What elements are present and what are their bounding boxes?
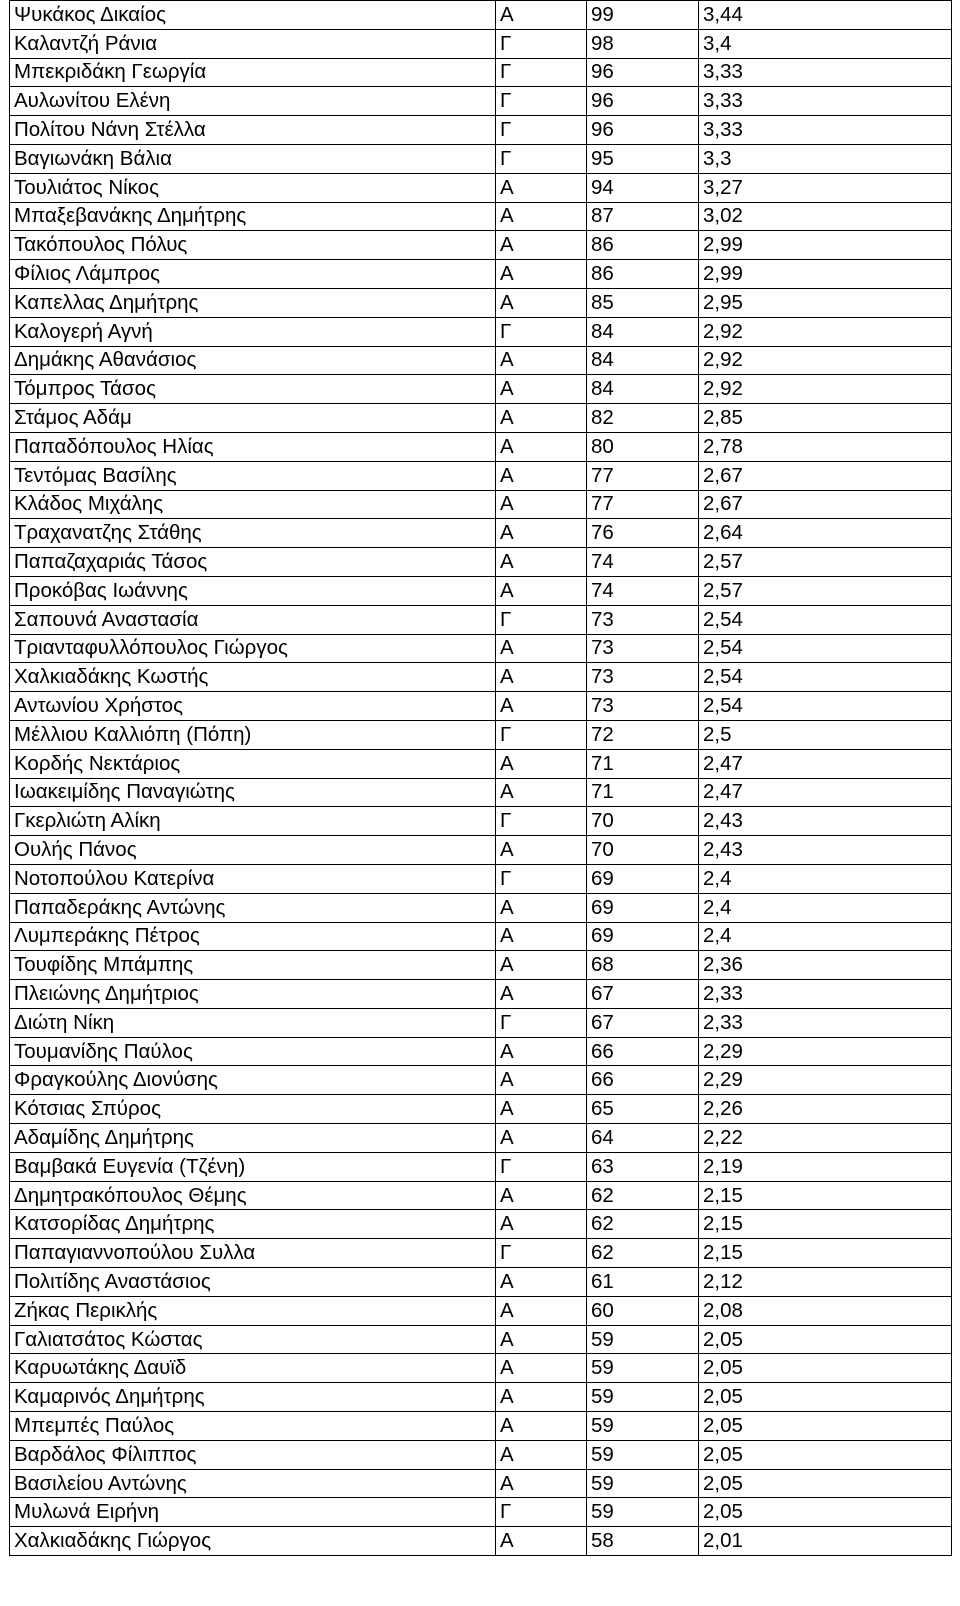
student-name-cell: Καλαντζή Ράνια: [10, 29, 496, 58]
class-cell: Α: [496, 288, 587, 317]
student-name-cell: Ουλής Πάνος: [10, 836, 496, 865]
table-row: [10, 749, 952, 778]
grade-cell: 2,64: [699, 519, 952, 548]
class-cell: Α: [496, 1325, 587, 1354]
grade-cell: 3,33: [699, 58, 952, 87]
grade-cell: 2,92: [699, 375, 952, 404]
class-cell: Α: [496, 634, 587, 663]
class-cell: Α: [496, 1181, 587, 1210]
table-row: [10, 346, 952, 375]
score-cell: 62: [587, 1210, 699, 1239]
table-row: [10, 634, 952, 663]
grade-cell: 2,54: [699, 605, 952, 634]
class-cell: Α: [496, 1066, 587, 1095]
student-name-cell: Κλάδος Μιχάλης: [10, 490, 496, 519]
student-name-cell: Δημητρακόπουλος Θέμης: [10, 1181, 496, 1210]
score-cell: 73: [587, 692, 699, 721]
grade-cell: 2,22: [699, 1124, 952, 1153]
grade-cell: 2,33: [699, 1008, 952, 1037]
grade-cell: 3,4: [699, 29, 952, 58]
score-cell: 62: [587, 1239, 699, 1268]
score-cell: 94: [587, 173, 699, 202]
class-cell: Α: [496, 1095, 587, 1124]
grade-cell: 3,3: [699, 144, 952, 173]
student-name-cell: Χαλκιαδάκης Κωστής: [10, 663, 496, 692]
grade-cell: 2,05: [699, 1354, 952, 1383]
grade-cell: 3,44: [699, 1, 952, 30]
table-row: [10, 980, 952, 1009]
table-row: [10, 663, 952, 692]
table-row: [10, 720, 952, 749]
student-name-cell: Ζήκας Περικλής: [10, 1296, 496, 1325]
grade-cell: 2,4: [699, 922, 952, 951]
class-cell: Α: [496, 1469, 587, 1498]
student-name-cell: Παπαδόπουλος Ηλίας: [10, 432, 496, 461]
score-cell: 77: [587, 490, 699, 519]
student-name-cell: Γκερλιώτη Αλίκη: [10, 807, 496, 836]
table-row: [10, 605, 952, 634]
score-cell: 85: [587, 288, 699, 317]
table-row: [10, 1095, 952, 1124]
score-cell: 69: [587, 922, 699, 951]
class-cell: Α: [496, 1, 587, 30]
score-cell: 82: [587, 404, 699, 433]
score-cell: 62: [587, 1181, 699, 1210]
table-row: [10, 922, 952, 951]
table-row: [10, 317, 952, 346]
table-row: [10, 404, 952, 433]
class-cell: Γ: [496, 605, 587, 634]
score-cell: 67: [587, 1008, 699, 1037]
grade-cell: 3,02: [699, 202, 952, 231]
grade-cell: 3,27: [699, 173, 952, 202]
grade-cell: 2,67: [699, 490, 952, 519]
student-name-cell: Μπεκριδάκη Γεωργία: [10, 58, 496, 87]
table-row: [10, 1, 952, 30]
student-name-cell: Τουφίδης Μπάμπης: [10, 951, 496, 980]
table-row: [10, 375, 952, 404]
student-name-cell: Αδαμίδης Δημήτρης: [10, 1124, 496, 1153]
score-cell: 74: [587, 576, 699, 605]
grade-cell: 2,43: [699, 836, 952, 865]
score-cell: 63: [587, 1152, 699, 1181]
score-cell: 59: [587, 1383, 699, 1412]
table-row: [10, 1268, 952, 1297]
class-cell: Α: [496, 173, 587, 202]
grade-cell: 2,29: [699, 1037, 952, 1066]
score-cell: 99: [587, 1, 699, 30]
grade-cell: 2,5: [699, 720, 952, 749]
student-name-cell: Μπαξεβανάκης Δημήτρης: [10, 202, 496, 231]
grade-cell: 2,29: [699, 1066, 952, 1095]
table-row: [10, 144, 952, 173]
student-name-cell: Τουμανίδης Παύλος: [10, 1037, 496, 1066]
table-row: [10, 692, 952, 721]
student-name-cell: Φίλιος Λάμπρος: [10, 260, 496, 289]
grade-cell: 2,15: [699, 1181, 952, 1210]
grade-cell: 2,57: [699, 548, 952, 577]
table-row: [10, 29, 952, 58]
table-row: [10, 1066, 952, 1095]
score-cell: 84: [587, 317, 699, 346]
score-cell: 65: [587, 1095, 699, 1124]
table-row: [10, 1325, 952, 1354]
table-row: [10, 490, 952, 519]
results-table: [9, 0, 952, 1556]
grade-cell: 2,05: [699, 1440, 952, 1469]
class-cell: Α: [496, 893, 587, 922]
student-name-cell: Τριανταφυλλόπουλος Γιώργος: [10, 634, 496, 663]
student-name-cell: Διώτη Νίκη: [10, 1008, 496, 1037]
class-cell: Α: [496, 519, 587, 548]
table-row: [10, 519, 952, 548]
table-row: [10, 288, 952, 317]
student-name-cell: Νοτοπούλου Κατερίνα: [10, 864, 496, 893]
score-cell: 70: [587, 807, 699, 836]
grade-cell: 2,12: [699, 1268, 952, 1297]
grade-cell: 3,33: [699, 116, 952, 145]
table-row: [10, 548, 952, 577]
score-cell: 61: [587, 1268, 699, 1297]
grade-cell: 2,85: [699, 404, 952, 433]
student-name-cell: Κορδής Νεκτάριος: [10, 749, 496, 778]
score-cell: 73: [587, 605, 699, 634]
class-cell: Α: [496, 1124, 587, 1153]
table-row: [10, 1008, 952, 1037]
class-cell: Α: [496, 692, 587, 721]
class-cell: Γ: [496, 807, 587, 836]
grade-cell: 2,15: [699, 1239, 952, 1268]
score-cell: 72: [587, 720, 699, 749]
student-name-cell: Βαγιωνάκη Βάλια: [10, 144, 496, 173]
class-cell: Α: [496, 404, 587, 433]
student-name-cell: Ψυκάκος Δικαίος: [10, 1, 496, 30]
class-cell: Γ: [496, 317, 587, 346]
class-cell: Α: [496, 231, 587, 260]
student-name-cell: Αυλωνίτου Ελένη: [10, 87, 496, 116]
class-cell: Α: [496, 1440, 587, 1469]
score-cell: 64: [587, 1124, 699, 1153]
student-name-cell: Παπαδεράκης Αντώνης: [10, 893, 496, 922]
grade-cell: 2,99: [699, 231, 952, 260]
score-cell: 80: [587, 432, 699, 461]
class-cell: Γ: [496, 1008, 587, 1037]
score-cell: 58: [587, 1527, 699, 1556]
table-row: [10, 1124, 952, 1153]
class-cell: Γ: [496, 1152, 587, 1181]
student-name-cell: Σαπουνά Αναστασία: [10, 605, 496, 634]
score-cell: 87: [587, 202, 699, 231]
table-row: [10, 1383, 952, 1412]
student-name-cell: Βασιλείου Αντώνης: [10, 1469, 496, 1498]
score-cell: 96: [587, 87, 699, 116]
grade-cell: 2,47: [699, 778, 952, 807]
grade-cell: 2,01: [699, 1527, 952, 1556]
grade-cell: 2,43: [699, 807, 952, 836]
grade-cell: 2,78: [699, 432, 952, 461]
score-cell: 86: [587, 260, 699, 289]
grade-cell: 2,4: [699, 864, 952, 893]
student-name-cell: Στάμος Αδάμ: [10, 404, 496, 433]
student-name-cell: Αντωνίου Χρήστος: [10, 692, 496, 721]
student-name-cell: Μυλωνά Ειρήνη: [10, 1498, 496, 1527]
class-cell: Α: [496, 1210, 587, 1239]
score-cell: 59: [587, 1354, 699, 1383]
score-cell: 59: [587, 1412, 699, 1441]
student-name-cell: Ιωακειμίδης Παναγιώτης: [10, 778, 496, 807]
class-cell: Γ: [496, 116, 587, 145]
grade-cell: 2,33: [699, 980, 952, 1009]
score-cell: 98: [587, 29, 699, 58]
score-cell: 69: [587, 893, 699, 922]
table-row: [10, 1152, 952, 1181]
grade-cell: 2,54: [699, 692, 952, 721]
student-name-cell: Βαμβακά Ευγενία (Τζένη): [10, 1152, 496, 1181]
score-cell: 59: [587, 1469, 699, 1498]
grade-cell: 2,47: [699, 749, 952, 778]
class-cell: Α: [496, 749, 587, 778]
student-name-cell: Καμαρινός Δημήτρης: [10, 1383, 496, 1412]
class-cell: Γ: [496, 58, 587, 87]
class-cell: Α: [496, 576, 587, 605]
score-cell: 60: [587, 1296, 699, 1325]
grade-cell: 2,05: [699, 1498, 952, 1527]
table-row: [10, 1469, 952, 1498]
grade-cell: 2,08: [699, 1296, 952, 1325]
student-name-cell: Προκόβας Ιωάννης: [10, 576, 496, 605]
grade-cell: 2,95: [699, 288, 952, 317]
class-cell: Γ: [496, 29, 587, 58]
class-cell: Α: [496, 1268, 587, 1297]
table-row: [10, 461, 952, 490]
student-name-cell: Τεντόμας Βασίλης: [10, 461, 496, 490]
class-cell: Γ: [496, 144, 587, 173]
student-name-cell: Τόμπρος Τάσος: [10, 375, 496, 404]
student-name-cell: Πλειώνης Δημήτριος: [10, 980, 496, 1009]
class-cell: Α: [496, 461, 587, 490]
grade-cell: 2,26: [699, 1095, 952, 1124]
table-row: [10, 807, 952, 836]
student-name-cell: Τουλιάτος Νίκος: [10, 173, 496, 202]
score-cell: 76: [587, 519, 699, 548]
grade-cell: 2,57: [699, 576, 952, 605]
class-cell: Α: [496, 260, 587, 289]
grade-cell: 2,36: [699, 951, 952, 980]
grade-cell: 2,19: [699, 1152, 952, 1181]
grade-cell: 2,05: [699, 1412, 952, 1441]
class-cell: Α: [496, 202, 587, 231]
score-cell: 59: [587, 1325, 699, 1354]
class-cell: Α: [496, 1383, 587, 1412]
student-name-cell: Κατσορίδας Δημήτρης: [10, 1210, 496, 1239]
table-row: [10, 1354, 952, 1383]
table-row: [10, 893, 952, 922]
table-row: [10, 1527, 952, 1556]
score-cell: 67: [587, 980, 699, 1009]
class-cell: Α: [496, 663, 587, 692]
score-cell: 73: [587, 663, 699, 692]
student-name-cell: Πολιτίδης Αναστάσιος: [10, 1268, 496, 1297]
grade-cell: 3,33: [699, 87, 952, 116]
table-row: [10, 1498, 952, 1527]
table-row: [10, 1296, 952, 1325]
grade-cell: 2,05: [699, 1469, 952, 1498]
table-row: [10, 1239, 952, 1268]
student-name-cell: Μπεμπές Παύλος: [10, 1412, 496, 1441]
grade-cell: 2,99: [699, 260, 952, 289]
table-row: [10, 778, 952, 807]
student-name-cell: Βαρδάλος Φίλιππος: [10, 1440, 496, 1469]
student-name-cell: Χαλκιαδάκης Γιώργος: [10, 1527, 496, 1556]
class-cell: Α: [496, 836, 587, 865]
score-cell: 96: [587, 58, 699, 87]
class-cell: Α: [496, 778, 587, 807]
score-cell: 71: [587, 749, 699, 778]
table-row: [10, 173, 952, 202]
score-cell: 77: [587, 461, 699, 490]
student-name-cell: Καρυωτάκης Δαυϊδ: [10, 1354, 496, 1383]
student-name-cell: Παπαγιαννοπούλου Συλλα: [10, 1239, 496, 1268]
class-cell: Γ: [496, 1498, 587, 1527]
score-cell: 71: [587, 778, 699, 807]
score-cell: 84: [587, 346, 699, 375]
table-row: [10, 58, 952, 87]
score-cell: 96: [587, 116, 699, 145]
grade-cell: 2,54: [699, 634, 952, 663]
student-name-cell: Γαλιατσάτος Κώστας: [10, 1325, 496, 1354]
grade-cell: 2,92: [699, 346, 952, 375]
score-cell: 66: [587, 1037, 699, 1066]
class-cell: Α: [496, 1296, 587, 1325]
table-row: [10, 1440, 952, 1469]
score-cell: 84: [587, 375, 699, 404]
score-cell: 86: [587, 231, 699, 260]
class-cell: Γ: [496, 720, 587, 749]
grade-cell: 2,92: [699, 317, 952, 346]
class-cell: Α: [496, 1412, 587, 1441]
grade-cell: 2,05: [699, 1325, 952, 1354]
class-cell: Γ: [496, 864, 587, 893]
student-name-cell: Καπελλας Δημήτρης: [10, 288, 496, 317]
student-name-cell: Μέλλιου Καλλιόπη (Πόπη): [10, 720, 496, 749]
table-row: [10, 202, 952, 231]
student-name-cell: Λυμπεράκης Πέτρος: [10, 922, 496, 951]
class-cell: Γ: [496, 1239, 587, 1268]
class-cell: Α: [496, 922, 587, 951]
student-name-cell: Πολίτου Νάνη Στέλλα: [10, 116, 496, 145]
student-name-cell: Φραγκούλης Διονύσης: [10, 1066, 496, 1095]
student-name-cell: Καλογερή Αγνή: [10, 317, 496, 346]
class-cell: Α: [496, 1354, 587, 1383]
table-row: [10, 1181, 952, 1210]
table-row: [10, 1210, 952, 1239]
grade-cell: 2,15: [699, 1210, 952, 1239]
grade-cell: 2,54: [699, 663, 952, 692]
score-cell: 68: [587, 951, 699, 980]
table-row: [10, 864, 952, 893]
table-row: [10, 1037, 952, 1066]
table-row: [10, 116, 952, 145]
student-name-cell: Τακόπουλος Πόλυς: [10, 231, 496, 260]
student-name-cell: Κότσιας Σπύρος: [10, 1095, 496, 1124]
class-cell: Α: [496, 375, 587, 404]
score-cell: 69: [587, 864, 699, 893]
class-cell: Α: [496, 1037, 587, 1066]
table-row: [10, 1412, 952, 1441]
score-cell: 70: [587, 836, 699, 865]
table-row: [10, 576, 952, 605]
student-name-cell: Δημάκης Αθανάσιος: [10, 346, 496, 375]
student-name-cell: Τραχανατζης Στάθης: [10, 519, 496, 548]
class-cell: Α: [496, 548, 587, 577]
score-cell: 74: [587, 548, 699, 577]
score-cell: 66: [587, 1066, 699, 1095]
score-cell: 95: [587, 144, 699, 173]
class-cell: Γ: [496, 87, 587, 116]
class-cell: Α: [496, 951, 587, 980]
score-cell: 73: [587, 634, 699, 663]
table-row: [10, 87, 952, 116]
table-row: [10, 836, 952, 865]
class-cell: Α: [496, 1527, 587, 1556]
grade-cell: 2,67: [699, 461, 952, 490]
table-row: [10, 231, 952, 260]
table-row: [10, 432, 952, 461]
class-cell: Α: [496, 346, 587, 375]
grade-cell: 2,05: [699, 1383, 952, 1412]
table-row: [10, 260, 952, 289]
class-cell: Α: [496, 432, 587, 461]
score-cell: 59: [587, 1498, 699, 1527]
results-body: [10, 1, 952, 1556]
score-cell: 59: [587, 1440, 699, 1469]
grade-cell: 2,4: [699, 893, 952, 922]
table-row: [10, 951, 952, 980]
student-name-cell: Παπαζαχαριάς Τάσος: [10, 548, 496, 577]
class-cell: Α: [496, 490, 587, 519]
class-cell: Α: [496, 980, 587, 1009]
